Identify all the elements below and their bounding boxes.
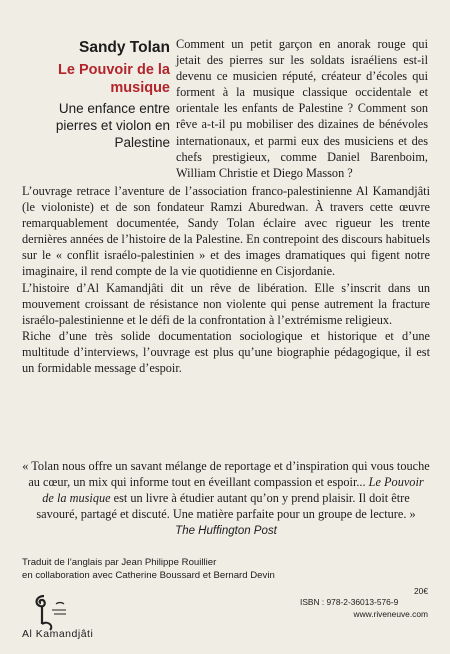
- credit-line-2: en collaboration avec Catherine Boussard et Bernard Devin: [22, 570, 275, 581]
- publisher-info: [300, 586, 428, 620]
- book-subtitle: Une enfance entre pierres et violon en Palestine: [55, 101, 170, 150]
- website: www.riveneuve.com: [353, 608, 428, 619]
- author-name: Sandy Tolan: [78, 39, 170, 56]
- price: 20€: [414, 586, 428, 596]
- paragraph-2: L’histoire d’Al Kamandjâti dit un rêve de libération. Elle s’inscrit dans un mouvement croissant de résistance non violente qui pense autrement la fracture israélo-palestinienne et le défi de la confrontation à l’extrémisme religieux.: [22, 280, 430, 327]
- title-block: [22, 36, 170, 151]
- paragraph-1: L’ouvrage retrace l’aventure de l’association franco-palestinienne Al Kamandjâti (le violoniste) et de son fondateur Ramzi Aburedwan. À travers cette œuvre remarquablement documentée, Sandy Tolan éclaire avec rigueur les trente dernières années de l’histoire de la Palestine. En contrepoint des discours habituels sur le « conflit israélo-palestinien » et des images dramatiques qui figent notre imaginaire, il rend compte de la vie quotidienne en Cisjordanie.: [22, 184, 430, 279]
- description: [22, 183, 430, 376]
- quote-text-2: est un livre à étudier autant qu’on y prend plaisir. Il doit être savouré, partagé et discuté. Une matière parfaite pour un groupe de lecture. »: [36, 491, 416, 522]
- credit-line-1: Traduit de l’anglais par Jean Philippe Rouillier: [22, 557, 217, 568]
- isbn-row: [300, 597, 428, 608]
- quote-text-1: « Tolan nous offre un savant mélange de reportage et d’inspiration qui vous touche au cœur, un mix qui informe tout en éveillant compassion et espoir...: [22, 459, 430, 490]
- paragraph-3: Riche d’une très solide documentation sociologique et historique et d’une multitude d’interviews, l’ouvrage est plus qu’une biographie pédagogique, il est un formidable message d’espoir.: [22, 328, 430, 376]
- quote-source: The Huffington Post: [175, 525, 277, 538]
- book-title: Le Pouvoir de la musique: [58, 62, 170, 96]
- quote-book-title: Le Pouvoir de la musique: [42, 475, 424, 506]
- logo-text: Al Kamandjâti: [22, 628, 94, 640]
- translation-credits: [22, 556, 322, 582]
- isbn: ISBN : 978-2-36013-576-9: [300, 597, 399, 608]
- press-quote: [22, 458, 430, 539]
- intro-paragraph: Comment un petit garçon en anorak rouge qui jetait des pierres sur les soldats israéliens est-il devenu ce musicien réputé, créateur d’écoles qui forment à la musique classique occidentale et orientale les enfants de Palestine ? Comment son rêve a-t-il pu mobiliser des dizaines de bénévoles internationaux, et parmi eux des musiciens et des chefs prestigieux, comme Daniel Barenboim, William Christie et Diego Masson ?: [176, 37, 428, 180]
